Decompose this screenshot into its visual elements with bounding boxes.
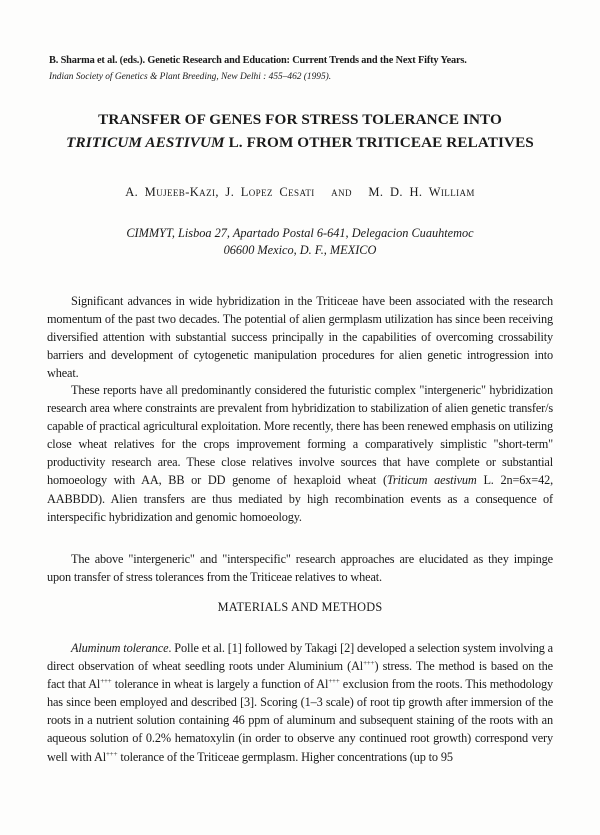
paragraph-1-text: Significant advances in wide hybridization in the Triticeae have been associated with the research momentum of the past two decades. The potential of alien germplasm utilization has since been receiving diversified attention with substantial success principally in the capabilities of overcoming crossability barriers and development of cytogenetic manipulation procedures for alien genetic introgression into wheat. xyxy=(47,294,553,381)
paragraph-2-part-b: L. 2n=6x=42, AABBDD). Alien transfers are thus mediated by high recombination events as a consequence of interspecific hybridization and genomic homoeology. xyxy=(47,473,553,524)
paragraph-2-text xyxy=(47,381,553,526)
methods-paragraph xyxy=(47,639,553,766)
paragraph-1 xyxy=(47,292,553,382)
authors-and: and xyxy=(331,185,352,199)
superscript-charge: +++ xyxy=(100,677,112,686)
title-line-2 xyxy=(0,131,600,154)
paragraph-2 xyxy=(47,381,553,526)
superscript-charge: +++ xyxy=(363,659,375,668)
paragraph-3-text: The above "intergeneric" and "interspecific" research approaches are elucidated as they impinge upon transfer of stress tolerances from the Triticeae relatives to wheat. xyxy=(47,552,553,585)
section-heading: MATERIALS AND METHODS xyxy=(217,600,383,614)
citation-line-2: Indian Society of Genetics & Plant Breeding, New Delhi : 455–462 (1995). xyxy=(49,72,332,82)
citation-line-1: B. Sharma et al. (eds.). Genetic Research and Education: Current Trends and the Next Fifty Years. xyxy=(49,55,467,66)
affiliation-line-2: 06600 Mexico, D. F., MEXICO xyxy=(223,243,377,257)
title-line-1: TRANSFER OF GENES FOR STRESS TOLERANCE INTO xyxy=(98,111,502,128)
methods-text-1: . Polle et al. [1] followed by Takagi [2] developed a selection system involving a direct observation of wheat seedling roots under Aluminium (Al xyxy=(47,641,553,674)
methods-text-2: ) stress. The method is based on the fact that Al xyxy=(47,659,553,692)
affiliation xyxy=(0,225,600,259)
paragraph-2-part-a: These reports have all predominantly considered the futuristic complex "intergeneric" hybridization research area where constraints are prevalent from hybridization to stabilization of alien genetic transfer/s capable of practical agricultural exploitation. More recently, there has been renewed emphasis on utilizing close wheat relatives for the crops improvement forming a comparatively simplistic "short-term" productivity research area. These close relatives involve sources that have complete or substantial homoeology with AA, BB or DD genome of hexaploid wheat ( xyxy=(47,383,553,488)
methods-text-5: tolerance of the Triticeae germplasm. Higher concentrations (up to 95 xyxy=(117,749,453,764)
methods-text-3: tolerance in wheat is largely a function of Al xyxy=(111,677,329,692)
paragraph-3 xyxy=(47,550,553,586)
paragraph-2-species: Triticum aestivum xyxy=(386,473,477,488)
author-list xyxy=(0,185,600,200)
methods-text xyxy=(47,639,553,766)
title-species: TRITICUM AESTIVUM xyxy=(66,134,225,151)
superscript-charge: +++ xyxy=(106,749,118,758)
methods-text-4: exclusion from the roots. This methodology has since been employed and described [3]. Scoring (1–3 scale) of root tip growth after immersion of the roots in a nutrient solution containing 46 ppm of aluminum and subsequent staining of the roots with an aqueous solution of 0.2% hematoxylin (in order to observe any continued root growth) correspond very well with Al xyxy=(47,677,553,764)
affiliation-line-1: CIMMYT, Lisboa 27, Apartado Postal 6-641, Delegacion Cuauhtemoc xyxy=(126,226,474,240)
authors-part-2: M. D. H. William xyxy=(368,185,475,199)
authors-part-1: A. Mujeeb-Kazi, J. Lopez Cesati xyxy=(125,185,315,199)
title-line-2-rest: L. FROM OTHER TRITICEAE RELATIVES xyxy=(224,134,534,151)
methods-lead: Aluminum tolerance xyxy=(71,641,169,655)
paper-title xyxy=(0,108,600,154)
superscript-charge: +++ xyxy=(328,677,340,686)
